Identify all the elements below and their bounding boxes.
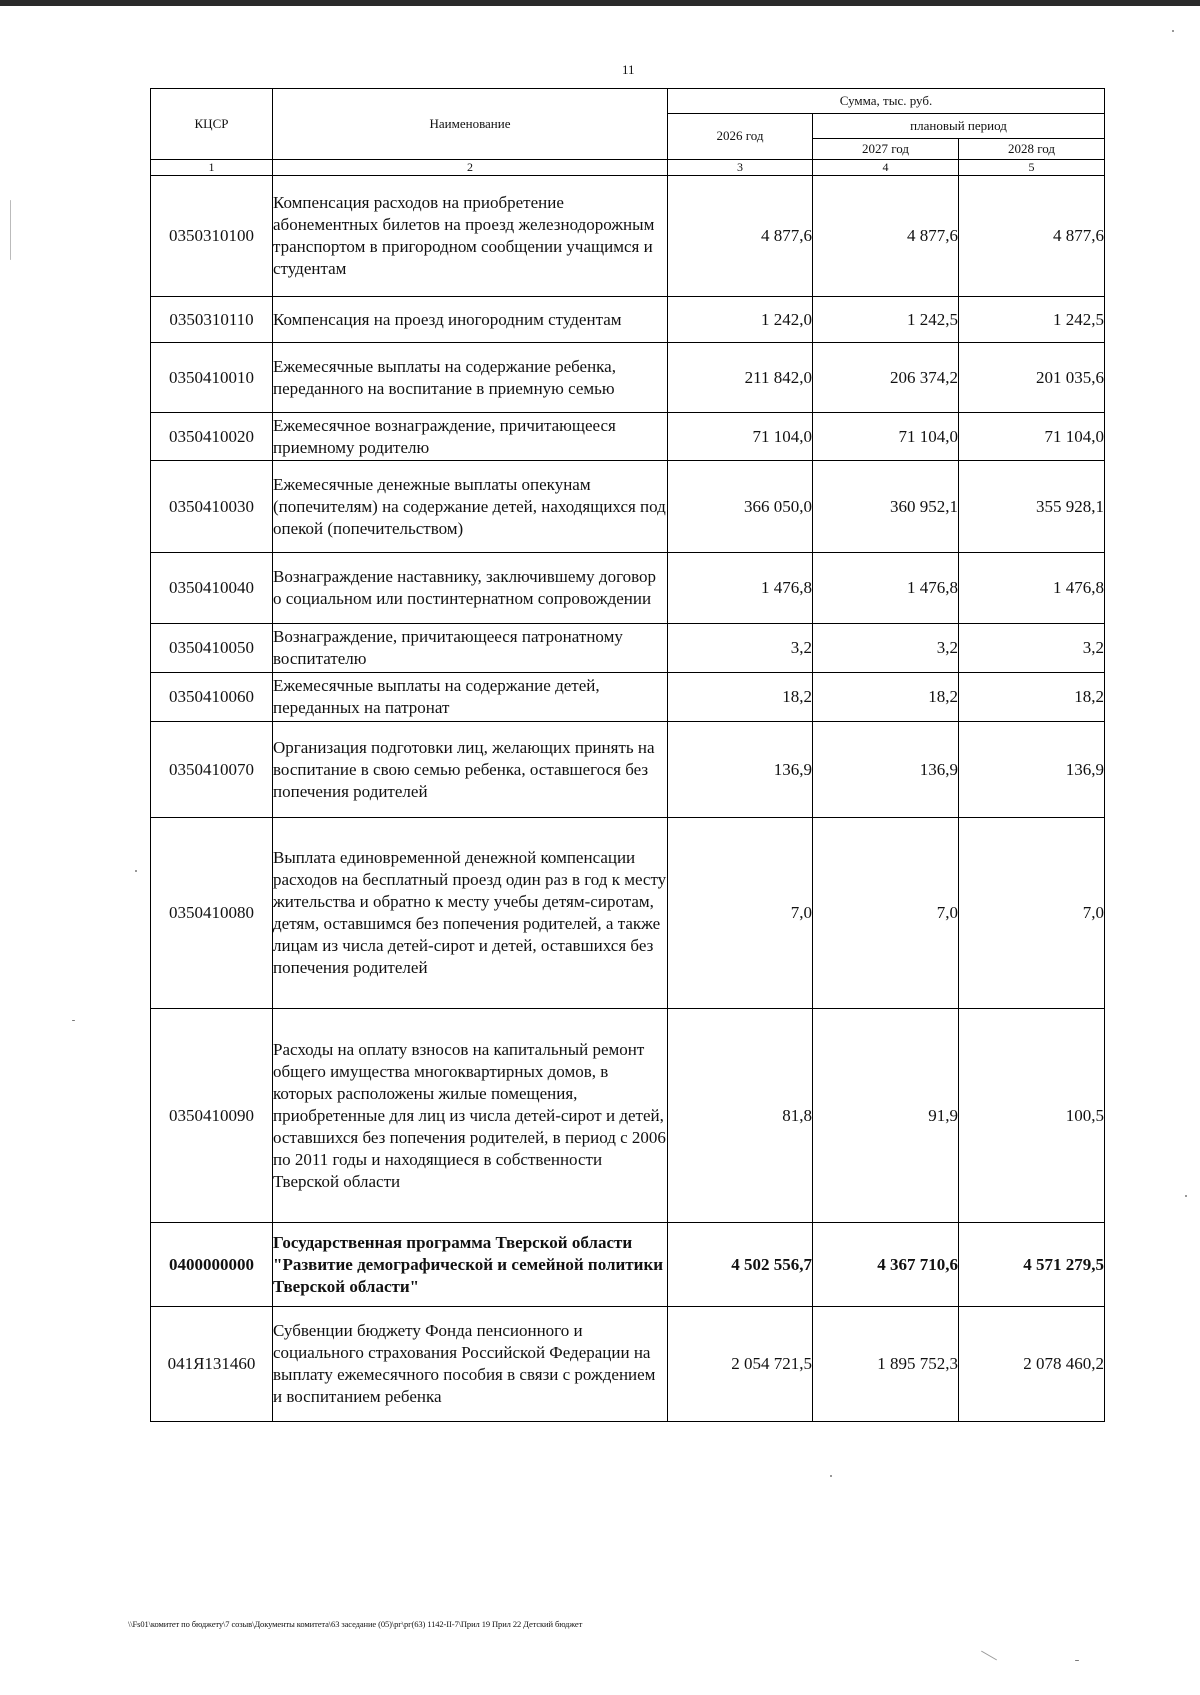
row-amount-2027: 136,9 [813,722,959,818]
scan-speck [72,1020,75,1021]
scan-speck [981,1651,997,1661]
row-amount-2027: 7,0 [813,818,959,1009]
column-number: 2 [273,160,668,176]
row-name: Государственная программа Тверской области "Развитие демографической и семейной политики Тверской области" [273,1223,668,1307]
row-code: 0350410050 [151,624,273,673]
row-code: 0400000000 [151,1223,273,1307]
row-name: Вознаграждение наставнику, заключившему договор о социальном или постинтернатном сопровождении [273,553,668,624]
table-row [151,1307,1105,1422]
row-amount-2026: 1 242,0 [668,297,813,343]
row-code: 0350410040 [151,553,273,624]
row-amount-2027: 1 895 752,3 [813,1307,959,1422]
row-amount-2028: 355 928,1 [959,461,1105,553]
row-amount-2026: 366 050,0 [668,461,813,553]
row-amount-2028: 1 242,5 [959,297,1105,343]
row-amount-2026: 71 104,0 [668,413,813,461]
row-amount-2026: 2 054 721,5 [668,1307,813,1422]
table-row [151,343,1105,413]
row-amount-2027: 360 952,1 [813,461,959,553]
page-number: 11 [622,62,635,77]
column-number-row [151,160,1105,176]
row-name: Вознаграждение, причитающееся патронатному воспитателю [273,624,668,673]
scan-speck [1075,1660,1079,1661]
table-row [151,461,1105,553]
table-row [151,673,1105,722]
row-amount-2028: 4 877,6 [959,176,1105,297]
row-amount-2026: 18,2 [668,673,813,722]
row-name: Выплата единовременной денежной компенсации расходов на бесплатный проезд один раз в год к месту жительства и обратно к месту учебы детям-сиротам, детям, оставшимся без попечения родителей, а также лицам из числа детей-сирот и детей, оставшихся без попечения родителей [273,818,668,1009]
row-name: Организация подготовки лиц, желающих принять на воспитание в свою семью ребенка, оставшегося без попечения родителей [273,722,668,818]
row-amount-2028: 18,2 [959,673,1105,722]
row-amount-2027: 4 877,6 [813,176,959,297]
table-row [151,297,1105,343]
row-amount-2028: 2 078 460,2 [959,1307,1105,1422]
row-amount-2028: 1 476,8 [959,553,1105,624]
row-code: 0350310100 [151,176,273,297]
row-amount-2026: 81,8 [668,1009,813,1223]
table-row [151,413,1105,461]
table-row [151,553,1105,624]
row-amount-2028: 71 104,0 [959,413,1105,461]
table-row [151,1009,1105,1223]
row-amount-2026: 1 476,8 [668,553,813,624]
row-name: Субвенции бюджету Фонда пенсионного и социального страхования Российской Федерации на выплату ежемесячного пособия в связи с рождением и воспитанием ребенка [273,1307,668,1422]
row-code: 0350410080 [151,818,273,1009]
row-amount-2027: 1 242,5 [813,297,959,343]
header-code: КЦСР [151,89,273,160]
row-code: 0350410030 [151,461,273,553]
column-number: 3 [668,160,813,176]
column-number: 5 [959,160,1105,176]
scan-speck [830,1475,832,1477]
row-code: 0350410060 [151,673,273,722]
column-number: 1 [151,160,273,176]
row-amount-2028: 201 035,6 [959,343,1105,413]
row-amount-2027: 206 374,2 [813,343,959,413]
header-planned-period: плановый период [813,114,1105,139]
table-row [151,176,1105,297]
row-amount-2026: 4 877,6 [668,176,813,297]
table-row [151,722,1105,818]
row-amount-2026: 4 502 556,7 [668,1223,813,1307]
row-amount-2027: 91,9 [813,1009,959,1223]
row-name: Ежемесячные денежные выплаты опекунам (попечителям) на содержание детей, находящихся под опекой (попечительством) [273,461,668,553]
table-row [151,818,1105,1009]
scan-speck [10,200,11,260]
header-name: Наименование [273,89,668,160]
row-amount-2028: 4 571 279,5 [959,1223,1105,1307]
row-amount-2026: 7,0 [668,818,813,1009]
scan-speck [135,870,137,872]
header-year-2026: 2026 год [668,114,813,160]
row-amount-2028: 3,2 [959,624,1105,673]
row-amount-2028: 136,9 [959,722,1105,818]
row-amount-2028: 7,0 [959,818,1105,1009]
row-code: 0350410070 [151,722,273,818]
row-code: 0350410010 [151,343,273,413]
budget-table [150,88,1105,1422]
scan-speck [1172,30,1174,32]
row-code: 0350410090 [151,1009,273,1223]
file-path-footer: \\Fs01\комитет по бюджету\7 созыв\Документы комитета\63 заседание (05)\рг\рг(63) 1142-II-7\Прил 19 Прил 22 Детский бюджет [128,1619,583,1629]
row-name: Компенсация расходов на приобретение абонементных билетов на проезд железнодорожным транспортом в пригородном сообщении учащимся и студентам [273,176,668,297]
table-row-program [151,1223,1105,1307]
row-amount-2027: 18,2 [813,673,959,722]
header-year-2027: 2027 год [813,139,959,160]
scan-edge [0,0,1200,6]
header-year-2028: 2028 год [959,139,1105,160]
header-sum: Сумма, тыс. руб. [668,89,1105,114]
row-code: 041Я131460 [151,1307,273,1422]
row-amount-2026: 211 842,0 [668,343,813,413]
row-code: 0350410020 [151,413,273,461]
row-amount-2027: 4 367 710,6 [813,1223,959,1307]
row-name: Ежемесячные выплаты на содержание детей, переданных на патронат [273,673,668,722]
row-amount-2028: 100,5 [959,1009,1105,1223]
scan-speck [1185,1195,1187,1197]
row-code: 0350310110 [151,297,273,343]
row-name: Расходы на оплату взносов на капитальный ремонт общего имущества многоквартирных домов, в которых расположены жилые помещения, приобретенные для лиц из числа детей-сирот и детей, оставшихся без попечения родителей, в период с 2006 по 2011 годы и находящиеся в собственности Тверской области [273,1009,668,1223]
table-row [151,624,1105,673]
row-name: Компенсация на проезд иногородним студентам [273,297,668,343]
row-name: Ежемесячные выплаты на содержание ребенка, переданного на воспитание в приемную семью [273,343,668,413]
row-amount-2027: 71 104,0 [813,413,959,461]
row-name: Ежемесячное вознаграждение, причитающееся приемному родителю [273,413,668,461]
row-amount-2027: 1 476,8 [813,553,959,624]
row-amount-2026: 3,2 [668,624,813,673]
column-number: 4 [813,160,959,176]
row-amount-2027: 3,2 [813,624,959,673]
row-amount-2026: 136,9 [668,722,813,818]
